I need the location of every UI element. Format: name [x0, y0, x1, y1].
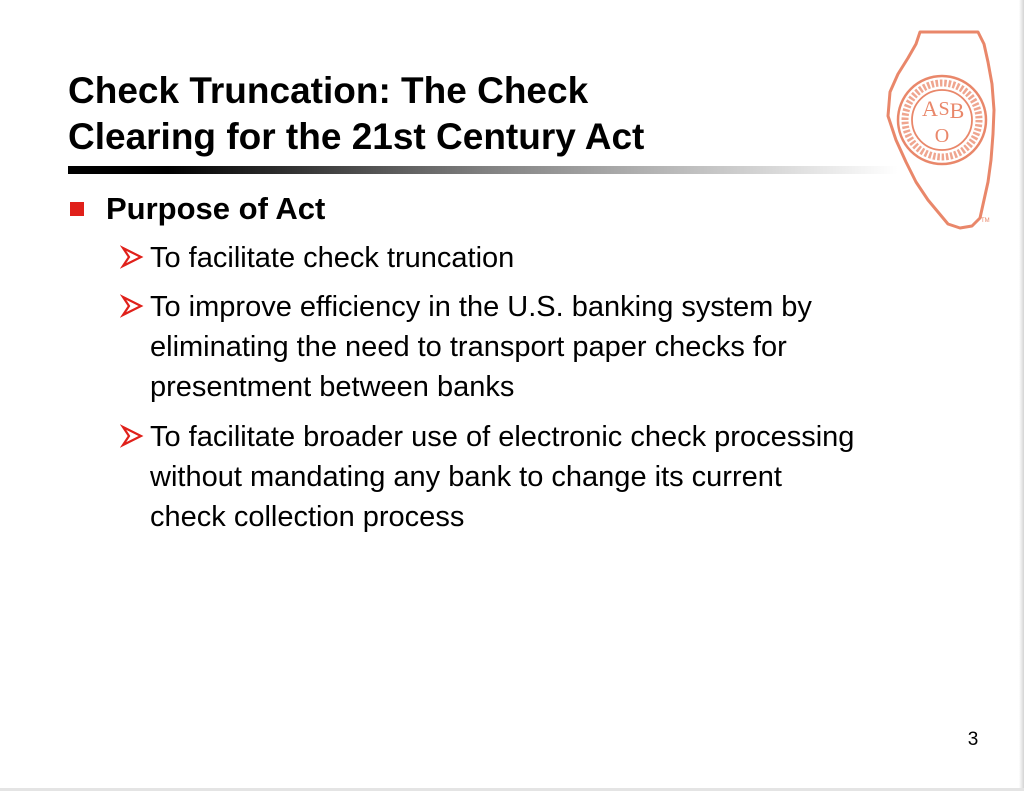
sub-bullet-line: eliminating the need to transport paper checks for [150, 331, 787, 363]
asbo-illinois-logo [880, 22, 1010, 240]
arrow-bullet-icon [120, 293, 146, 319]
slide-right-edge [1019, 0, 1024, 791]
slide-title-line: Check Truncation: The Check [68, 70, 589, 111]
sub-bullet-line: To facilitate check truncation [150, 242, 515, 274]
slide-number: 3 [967, 729, 979, 750]
seal-letter-a: A [922, 96, 938, 121]
arrow-bullet-icon [120, 244, 146, 270]
seal-letter-s: S [938, 98, 950, 120]
sub-bullet-line: To facilitate broader use of electronic check processing [150, 421, 855, 453]
slide-title-line: Clearing for the 21st Century Act [68, 116, 645, 157]
arrow-bullet-icon [120, 423, 146, 449]
sub-bullet-line: without mandating any bank to change its current [150, 461, 782, 493]
square-bullet-icon [70, 202, 84, 216]
sub-bullet-text [150, 417, 990, 537]
sub-bullet-line: check collection process [150, 501, 465, 533]
bullet-heading: Purpose of Act [106, 191, 326, 226]
trademark-mark: TM [981, 218, 990, 224]
seal-letter-o: O [934, 125, 950, 147]
title-divider [68, 166, 898, 174]
sub-bullet-text [150, 287, 990, 407]
sub-bullet-line: To improve efficiency in the U.S. banking system by [150, 291, 812, 323]
sub-bullet-line: presentment between banks [150, 371, 515, 403]
seal-letter-b: B [949, 98, 965, 123]
sub-bullet-text [150, 238, 990, 278]
slide-title [68, 68, 644, 160]
